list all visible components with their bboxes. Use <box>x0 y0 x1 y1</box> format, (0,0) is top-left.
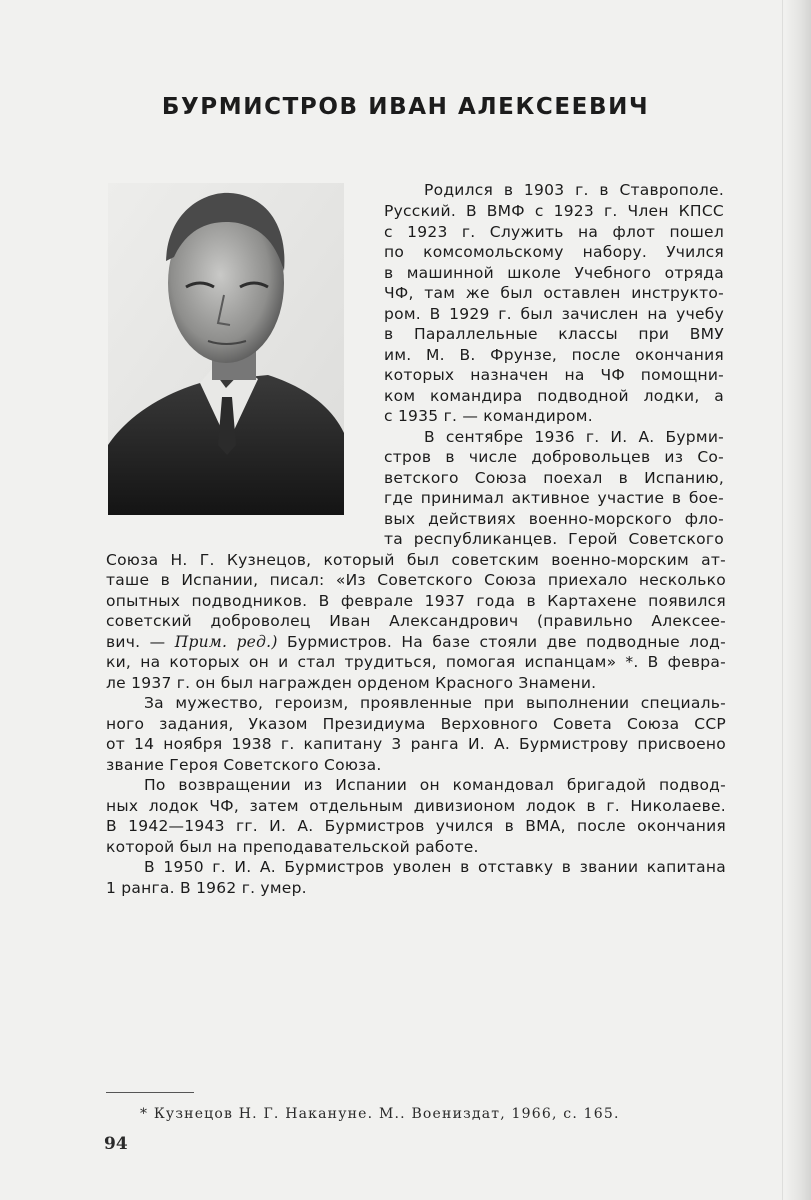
text-line: которых назначен на ЧФ помощни- <box>384 366 724 384</box>
text-line: в Параллельные классы при ВМУ <box>384 325 724 343</box>
text-line: ЧФ, там же был оставлен инструкто- <box>384 284 724 302</box>
text-line: ки, на которых он и стал трудиться, помогая испанцам» *. В февра- <box>106 653 726 671</box>
text-line-with-note <box>106 632 726 652</box>
text-line: им. М. В. Фрунзе, после окончания <box>384 346 724 364</box>
text-line: За мужество, героизм, проявленные при выполнении специаль- <box>144 694 726 712</box>
text-line: Союза Н. Г. Кузнецов, который был советским военно-морским ат- <box>106 551 726 569</box>
text-line: советский доброволец Иван Александрович (правильно Алексее- <box>106 612 726 630</box>
text-line: ром. В 1929 г. был зачислен на учебу <box>384 305 724 323</box>
text-line: с 1935 г. — командиром. <box>384 407 593 425</box>
text-line: Русский. В ВМФ с 1923 г. Член КПСС <box>384 202 724 220</box>
text-line: Родился в 1903 г. в Ставрополе. <box>424 181 724 199</box>
text-line: В сентябре 1936 г. И. А. Бурми- <box>424 428 724 446</box>
text-segment: вич. — <box>106 633 166 651</box>
text-line: опытных подводников. В феврале 1937 года в Картахене появился <box>106 592 726 610</box>
text-line: В 1950 г. И. А. Бурмистров уволен в отставку в звании капитана <box>144 858 726 876</box>
text-line: 1 ранга. В 1962 г. умер. <box>106 879 307 897</box>
text-segment: Бурмистров. На базе стояли две подводные лод- <box>286 633 726 651</box>
text-line: от 14 ноября 1938 г. капитану 3 ранга И. А. Бурмистрову присвоено <box>106 735 726 753</box>
text-line: звание Героя Советского Союза. <box>106 756 382 774</box>
text-line: в машинной школе Учебного отряда <box>384 264 724 282</box>
footnote: * Кузнецов Н. Г. Накануне. М.. Воениздат, 1966, с. 165. <box>140 1106 620 1122</box>
text-line: по комсомольскому набору. Учился <box>384 243 724 261</box>
text-line: стров в числе добровольцев из Со- <box>384 448 724 466</box>
text-line: которой был на преподавательской работе. <box>106 838 479 856</box>
text-line: та республиканцев. Герой Советского <box>384 530 724 548</box>
text-line: ного задания, Указом Президиума Верховного Совета Союза ССР <box>106 715 726 733</box>
text-line: ветского Союза поехал в Испанию, <box>384 469 724 487</box>
text-line: В 1942—1943 гг. И. А. Бурмистров учился в ВМА, после окончания <box>106 817 726 835</box>
text-line: с 1923 г. Служить на флот пошел <box>384 223 724 241</box>
text-line: вых действиях военно-морского фло- <box>384 510 724 528</box>
text-line: где принимал активное участие в боe- <box>384 489 724 507</box>
text-line: таше в Испании, писал: «Из Советского Союза приехало несколько <box>106 571 726 589</box>
text-line: ных лодок ЧФ, затем отдельным дивизионом лодок в г. Николаеве. <box>106 797 726 815</box>
page-title: БУРМИСТРОВ ИВАН АЛЕКСЕЕВИЧ <box>161 94 650 120</box>
editor-note: Прим. ред.) <box>174 633 278 651</box>
text-line: По возвращении из Испании он командовал бригадой подвод- <box>144 776 726 794</box>
text-line: ле 1937 г. он был награжден орденом Красного Знамени. <box>106 674 597 692</box>
footnote-rule <box>106 1092 194 1093</box>
page-number: 94 <box>104 1134 128 1154</box>
text-line: ком командира подводной лодки, а <box>384 387 724 405</box>
